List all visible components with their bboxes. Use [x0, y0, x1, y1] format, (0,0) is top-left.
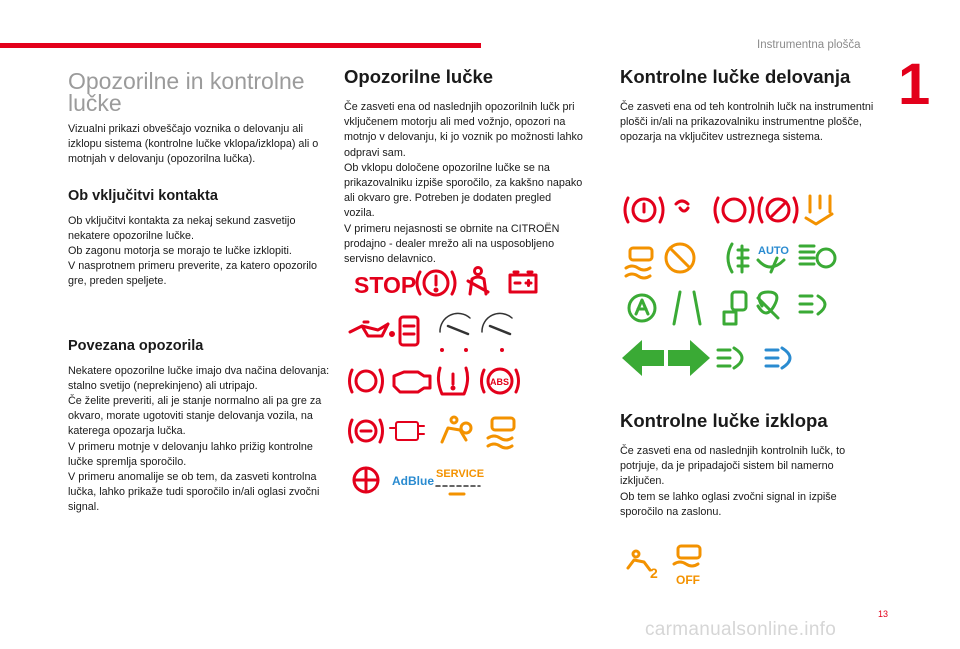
gauge-cluster-icon [440, 313, 512, 352]
turn-signal-icon [622, 340, 710, 376]
stop-icon: STOP [354, 272, 417, 298]
ignition-text: Ob vključitvi kontakta za nekaj sekund zasvetijo nekatere opozorilne lučke. Ob zagonu motorja se morajo te lučke izklopiti. V nasprotnem primeru preverite, za katero opozorilo gre, preden speljete. [68, 214, 318, 288]
auto-lights-icon [629, 295, 655, 321]
svg-text:2: 2 [650, 565, 658, 581]
dipped-beam-icon [800, 296, 825, 314]
page-title: Opozorilne in kontrolne lučke [68, 68, 305, 116]
fog-light-icon [728, 244, 748, 272]
warning-icons [344, 262, 544, 502]
traction-off-icon [674, 546, 700, 587]
airbag-icon [442, 417, 471, 442]
auto-wiper-icon [758, 245, 789, 272]
oil-pressure-icon [350, 322, 394, 336]
page-number: 13 [878, 609, 889, 619]
service-icon [436, 468, 484, 494]
passenger-airbag-off-icon [666, 244, 694, 272]
foot-brake-icon [759, 198, 797, 222]
svg-text:OFF: OFF [676, 573, 700, 587]
deactivation-heading: Kontrolne lučke izklopa [620, 410, 828, 431]
indicator-text: Če zasveti ena od teh kontrolnih lučk na instrumentni plošči in/ali na prikazovalniku instrumentne plošče, opozarja na vključitev ustreznega sistema. [620, 101, 874, 144]
intro-column [68, 70, 330, 516]
main-beam-icon [718, 348, 742, 368]
parking-brake-icon [625, 198, 663, 222]
header-red-bar [0, 43, 481, 48]
brake-pads-icon [350, 420, 383, 442]
seatbelt-icon [468, 268, 488, 295]
front-fog-icon [758, 292, 778, 318]
indicator-icons [620, 188, 850, 388]
door-open-icon [400, 317, 418, 345]
svg-text:SERVICE: SERVICE [436, 468, 485, 480]
deactivation-section [620, 410, 875, 520]
lane-assist-off-icon [628, 551, 658, 581]
related-text: Nekatere opozorilne lučke imajo dva načina delovanja: stalno svetijo (neprekinjeno) ali utripajo. Če želite preveriti, ali je stanje normalno ali pa gre za okvaro, morate ugotoviti stanje delovanja vozila, na katerega opozarja lučka. V primeru motnje v delovanju lahko prižig kontrolne lučke spremlja sporočilo. V primeru anomalije se ob tem, da zasveti kontrolna lučka, lahko prikaže tudi sporočilo in/ali oglasi zvočni signal. [68, 364, 330, 514]
lane-departure-icon [674, 292, 700, 324]
exclamation-circle-icon [417, 271, 455, 295]
braking-system-icon [350, 370, 383, 392]
chapter-number: 1 [898, 52, 931, 117]
warning-text: Če zasveti ena od naslednjih opozorilnih lučk pri vključenem motorju ali med vožnjo, opozori na motnjo v delovanju, ki jo voznik po možnosti lahko odpravi sam. Ob vklopu določene opozorilne lučke se na prikazovalniku izpiše sporočilo, za kakšno napako ali okvaro gre. Potreben je dodaten pregled vozila. V primeru nejasnosti se obrnite na CITROËN prodajno - dealer mrežo ali na usposobljeno servisno delavnico. [344, 101, 583, 266]
related-heading: Povezana opozorila [68, 337, 204, 354]
esp-off-icon [626, 248, 652, 278]
blind-spot-icon [724, 292, 746, 324]
auto-headlamp-icon [800, 246, 835, 267]
preheating-icon [676, 201, 688, 211]
svg-text:ABS: ABS [490, 377, 510, 387]
warning-heading: Opozorilne lučke [344, 66, 494, 87]
particle-filter-icon [390, 422, 424, 440]
engine-icon [394, 372, 430, 392]
svg-text:AUTO: AUTO [758, 245, 789, 257]
indicator-column [620, 66, 875, 146]
indicator-heading: Kontrolne lučke delovanja [620, 66, 851, 87]
intro-text: Vizualni prikazi obveščajo voznika o delovanju ali izklopu sistema (kontrolne lučke vklopa/izklopa) ali o motnjah v delovanju (opozorilna lučka). [68, 123, 319, 166]
deactivation-text: Če zasveti ena od naslednjih kontrolnih lučk, to potrjuje, da je pripadajoči sistem bil namerno izključen. Ob tem se lahko oglasi zvočni signal in izpiše sporočilo na zaslonu. [620, 445, 846, 518]
abs-icon [482, 369, 519, 393]
adblue-icon: AdBlue [392, 474, 434, 488]
section-title: Instrumentna plošča [757, 39, 861, 51]
high-beam-icon [766, 348, 790, 368]
warning-column [344, 66, 584, 267]
brake-wear-icon [715, 198, 753, 222]
watermark: carmanualsonline.info [645, 619, 837, 640]
steering-icon [354, 468, 378, 492]
battery-icon [510, 272, 536, 292]
seat-belt-indicator-icon [806, 196, 832, 224]
tyre-pressure-icon [438, 368, 467, 394]
deactivation-icons [620, 540, 730, 590]
ignition-heading: Ob vključitvi kontakta [68, 187, 218, 204]
stability-control-icon [488, 418, 514, 448]
